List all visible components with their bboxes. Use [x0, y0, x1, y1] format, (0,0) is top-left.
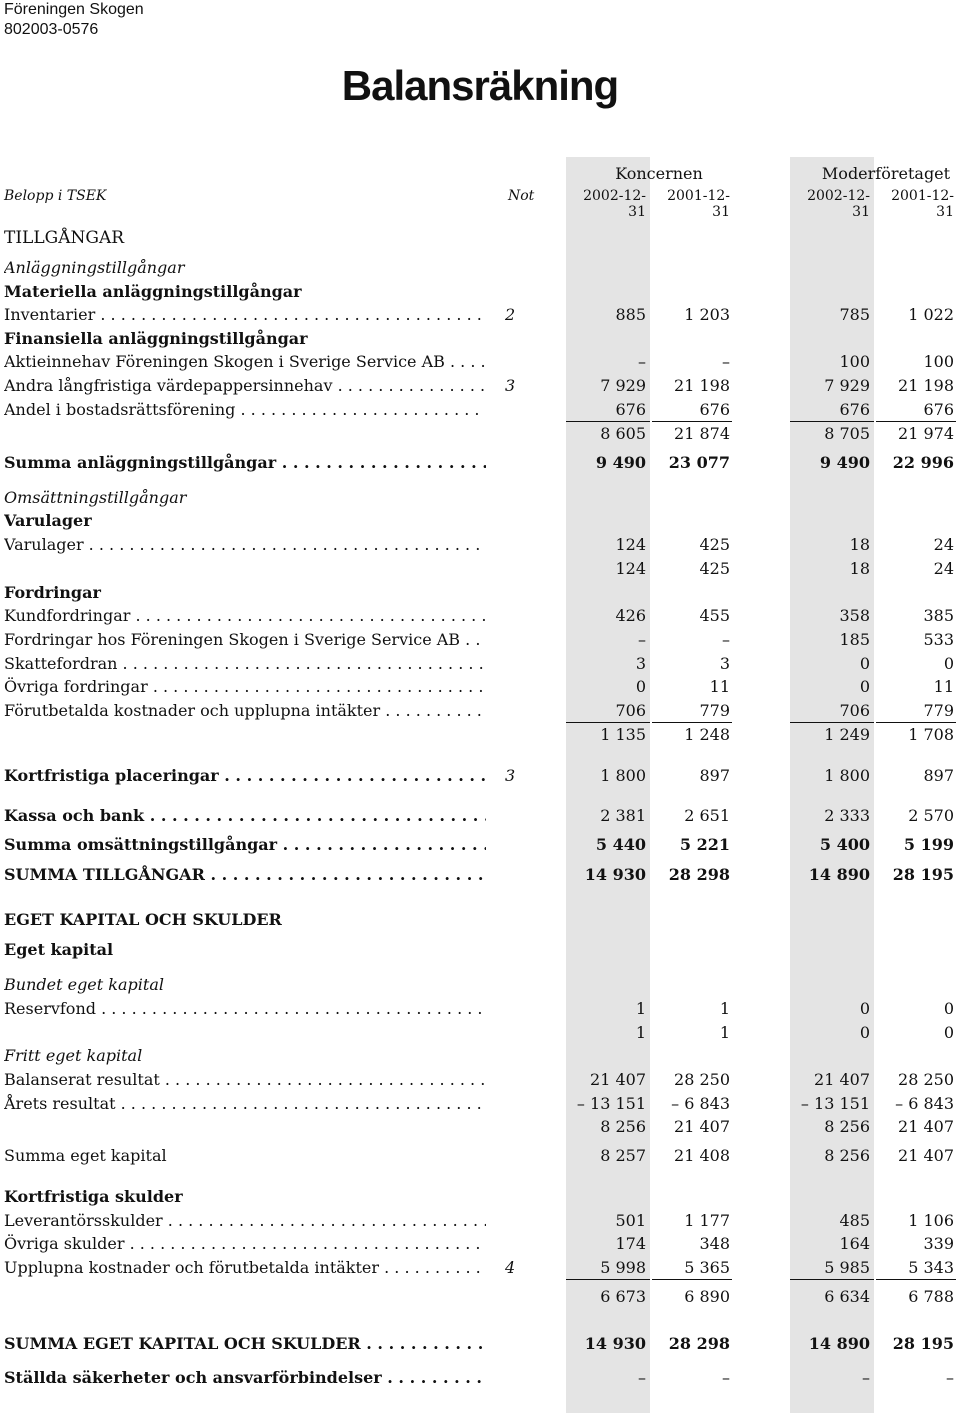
table-row	[0, 351, 960, 373]
row-label: Summa anläggningstillgångar . . .	[4, 452, 486, 474]
value-cell: 1 177	[684, 1211, 730, 1230]
value-cell: 5 998	[600, 1258, 646, 1277]
value-cell: 18	[849, 559, 870, 578]
row-label: Inventarier . . .	[4, 304, 486, 326]
value-cell: 676	[615, 400, 646, 419]
value-cell: 24	[933, 535, 954, 554]
org-number: 802003-0576	[4, 21, 99, 38]
row-label: Fordringar hos Föreningen Skogen i Sverige Service AB . . .	[4, 629, 486, 651]
table-row	[0, 375, 960, 397]
value-cell: 1	[719, 999, 730, 1018]
table-row	[0, 653, 960, 675]
row-label: Kortfristiga skulder	[4, 1187, 183, 1206]
table-row	[0, 328, 960, 350]
value-cell: 8 256	[824, 1146, 870, 1165]
row-label: Omsättningstillgångar	[4, 488, 187, 507]
sum-underline	[876, 1279, 956, 1280]
value-cell: 5 343	[908, 1258, 954, 1277]
row-label: Balanserat resultat . . .	[4, 1069, 486, 1091]
table-row	[0, 1069, 960, 1091]
value-cell: 533	[923, 630, 954, 649]
value-cell: 1 203	[684, 305, 730, 324]
value-cell: –	[722, 630, 730, 649]
value-cell: 174	[615, 1234, 646, 1253]
row-label: Summa eget kapital	[4, 1146, 167, 1165]
value-cell: 1	[635, 1023, 646, 1042]
row-label: Reservfond . . .	[4, 998, 486, 1020]
date-col-1: 2002-12-31	[583, 188, 646, 220]
value-cell: 21 408	[674, 1146, 730, 1165]
value-cell: 1 249	[824, 725, 870, 744]
table-row	[0, 1210, 960, 1232]
value-cell: 9 490	[819, 453, 870, 472]
value-cell: 1 248	[684, 725, 730, 744]
value-cell: 6 890	[684, 1287, 730, 1306]
value-cell: –	[722, 352, 730, 371]
table-row	[0, 487, 960, 509]
row-label: EGET KAPITAL OCH SKULDER	[4, 910, 282, 929]
table-row	[0, 998, 960, 1020]
value-cell: 124	[615, 559, 646, 578]
value-cell: 7 929	[824, 376, 870, 395]
table-row	[0, 605, 960, 627]
sum-underline	[876, 421, 956, 422]
row-label: Andel i bostadsrättsförening . . .	[4, 399, 486, 421]
value-cell: 28 250	[898, 1070, 954, 1089]
table-row	[0, 1116, 960, 1138]
value-cell: 6 673	[600, 1287, 646, 1306]
value-cell: 8 257	[600, 1146, 646, 1165]
value-cell: 8 256	[824, 1117, 870, 1136]
value-cell: 779	[923, 701, 954, 720]
table-row	[0, 1367, 960, 1389]
table-row	[0, 676, 960, 698]
value-cell: 1 708	[908, 725, 954, 744]
value-cell: 100	[839, 352, 870, 371]
table-row	[0, 510, 960, 532]
value-cell: 14 890	[808, 865, 870, 884]
value-cell: 5 221	[679, 835, 730, 854]
value-cell: 7 929	[600, 376, 646, 395]
row-label: Förutbetalda kostnader och upplupna intäkter . . .	[4, 700, 486, 722]
table-row	[0, 423, 960, 445]
value-cell: 358	[839, 606, 870, 625]
value-cell: 0	[943, 999, 954, 1018]
value-cell: 1	[719, 1023, 730, 1042]
value-cell: – 6 843	[895, 1094, 954, 1113]
value-cell: 21 974	[898, 424, 954, 443]
value-cell: 28 298	[668, 1334, 730, 1353]
page-title: Balansräkning	[341, 62, 619, 109]
value-cell: 8 705	[824, 424, 870, 443]
value-cell: 501	[615, 1211, 646, 1230]
row-label: Kassa och bank . . .	[4, 805, 486, 827]
sum-underline	[566, 421, 650, 422]
value-cell: 24	[933, 559, 954, 578]
value-cell: 124	[615, 535, 646, 554]
value-cell: 8 256	[600, 1117, 646, 1136]
row-label: Bundet eget kapital	[4, 975, 164, 994]
value-cell: 706	[615, 701, 646, 720]
table-row	[0, 765, 960, 787]
value-cell: 14 930	[584, 1334, 646, 1353]
value-cell: 5 365	[684, 1258, 730, 1277]
value-cell: 785	[839, 305, 870, 324]
table-row	[0, 805, 960, 827]
value-cell: 11	[933, 677, 954, 696]
row-label: Upplupna kostnader och förutbetalda intäkter . . .	[4, 1257, 486, 1279]
value-cell: 8 605	[600, 424, 646, 443]
value-cell: 21 407	[814, 1070, 870, 1089]
value-cell: 676	[839, 400, 870, 419]
value-cell: –	[638, 1368, 646, 1387]
value-cell: –	[638, 352, 646, 371]
value-cell: 28 195	[892, 1334, 954, 1353]
value-cell: 14 930	[584, 865, 646, 884]
note-ref: 3	[505, 376, 516, 395]
note-ref: 3	[505, 766, 516, 785]
value-cell: 0	[943, 1023, 954, 1042]
value-cell: 425	[699, 535, 730, 554]
date-col-2: 2001-12-31	[667, 188, 730, 220]
value-cell: 2 333	[824, 806, 870, 825]
row-label: TILLGÅNGAR	[4, 228, 125, 248]
value-cell: 5 199	[903, 835, 954, 854]
value-cell: 3	[635, 654, 646, 673]
table-row	[0, 1093, 960, 1115]
table-row	[0, 281, 960, 303]
value-cell: 897	[699, 766, 730, 785]
row-label: Fordringar	[4, 583, 101, 602]
value-cell: 0	[943, 654, 954, 673]
value-cell: 164	[839, 1234, 870, 1253]
value-cell: 23 077	[668, 453, 730, 472]
value-cell: 2 381	[600, 806, 646, 825]
row-label: Ställda säkerheter och ansvarförbindelser . . .	[4, 1367, 486, 1389]
row-label: Varulager . . .	[4, 534, 486, 556]
value-cell: 185	[839, 630, 870, 649]
value-cell: 0	[859, 677, 870, 696]
row-label: Finansiella anläggningstillgångar	[4, 329, 308, 348]
table-row	[0, 1257, 960, 1279]
row-label: SUMMA TILLGÅNGAR . . .	[4, 864, 486, 886]
row-label: Kortfristiga placeringar . . .	[4, 765, 486, 787]
table-row	[0, 534, 960, 556]
date-col-3: 2002-12-31	[807, 188, 870, 220]
sum-underline	[790, 722, 874, 723]
value-cell: 2 651	[684, 806, 730, 825]
row-label: Skattefordran . . .	[4, 653, 486, 675]
date-col-4: 2001-12-31	[891, 188, 954, 220]
row-label: Aktieinnehav Föreningen Skogen i Sverige Service AB . . .	[4, 351, 486, 373]
row-label: SUMMA EGET KAPITAL OCH SKULDER . . .	[4, 1333, 486, 1355]
value-cell: 706	[839, 701, 870, 720]
value-cell: 21 198	[674, 376, 730, 395]
value-cell: –	[638, 630, 646, 649]
value-cell: 3	[719, 654, 730, 673]
value-cell: 21 407	[674, 1117, 730, 1136]
group-koncern: Koncernen	[615, 164, 703, 183]
table-row	[0, 399, 960, 421]
table-row	[0, 974, 960, 996]
sum-underline	[652, 722, 732, 723]
row-label: Övriga skulder . . .	[4, 1233, 486, 1255]
value-cell: 5 440	[595, 835, 646, 854]
table-row	[0, 1233, 960, 1255]
value-cell: 5 400	[819, 835, 870, 854]
org-header	[4, 0, 144, 40]
table-row	[0, 864, 960, 886]
value-cell: 348	[699, 1234, 730, 1253]
value-cell: 0	[635, 677, 646, 696]
sum-underline	[652, 1279, 732, 1280]
table-row	[0, 909, 960, 931]
table-row	[0, 1186, 960, 1208]
sum-underline	[652, 421, 732, 422]
table-row	[0, 452, 960, 474]
row-label: Andra långfristiga värdepappersinnehav . . .	[4, 375, 486, 397]
value-cell: 28 195	[892, 865, 954, 884]
note-ref: 2	[505, 305, 516, 324]
value-cell: 28 250	[674, 1070, 730, 1089]
sum-underline	[790, 421, 874, 422]
row-label: Kundfordringar . . .	[4, 605, 486, 627]
value-cell: –	[946, 1368, 954, 1387]
row-label: Varulager	[4, 511, 92, 530]
value-cell: 0	[859, 1023, 870, 1042]
table-row	[0, 582, 960, 604]
value-cell: 14 890	[808, 1334, 870, 1353]
value-cell: 1 800	[600, 766, 646, 785]
value-cell: 6 634	[824, 1287, 870, 1306]
value-cell: 885	[615, 305, 646, 324]
value-cell: 455	[699, 606, 730, 625]
value-cell: 5 985	[824, 1258, 870, 1277]
table-row	[0, 1022, 960, 1044]
sum-underline	[876, 722, 956, 723]
value-cell: – 13 151	[800, 1094, 870, 1113]
group-moder: Moderföretaget	[821, 164, 951, 183]
value-cell: 426	[615, 606, 646, 625]
sum-underline	[566, 722, 650, 723]
value-cell: 1 022	[908, 305, 954, 324]
value-cell: 897	[923, 766, 954, 785]
value-cell: 1 800	[824, 766, 870, 785]
value-cell: 339	[923, 1234, 954, 1253]
value-cell: 676	[923, 400, 954, 419]
value-cell: 11	[709, 677, 730, 696]
sum-underline	[790, 1279, 874, 1280]
table-row	[0, 700, 960, 722]
value-cell: 6 788	[908, 1287, 954, 1306]
table-row	[0, 1333, 960, 1355]
value-cell: 485	[839, 1211, 870, 1230]
sum-underline	[566, 1279, 650, 1280]
value-cell: 676	[699, 400, 730, 419]
value-cell: 2 570	[908, 806, 954, 825]
row-label: Leverantörsskulder . . .	[4, 1210, 486, 1232]
value-cell: 21 198	[898, 376, 954, 395]
table-row	[0, 1045, 960, 1067]
value-cell: 0	[859, 999, 870, 1018]
value-cell: 21 407	[898, 1117, 954, 1136]
value-cell: 28 298	[668, 865, 730, 884]
table-row	[0, 939, 960, 961]
table-row	[0, 227, 960, 249]
value-cell: 21 407	[898, 1146, 954, 1165]
value-cell: 18	[849, 535, 870, 554]
value-cell: 21 407	[590, 1070, 646, 1089]
value-cell: 425	[699, 559, 730, 578]
note-ref: 4	[505, 1258, 516, 1277]
table-row	[0, 1286, 960, 1308]
row-label: Materiella anläggningstillgångar	[4, 282, 302, 301]
unit-label: Belopp i TSEK	[4, 188, 107, 204]
value-cell: –	[722, 1368, 730, 1387]
table-row	[0, 724, 960, 746]
table-row	[0, 558, 960, 580]
value-cell: 22 996	[892, 453, 954, 472]
value-cell: 9 490	[595, 453, 646, 472]
org-name: Föreningen Skogen	[4, 1, 144, 18]
value-cell: – 6 843	[671, 1094, 730, 1113]
row-label: Övriga fordringar . . .	[4, 676, 486, 698]
row-label: Eget kapital	[4, 940, 114, 959]
row-label: Fritt eget kapital	[4, 1046, 143, 1065]
row-label: Summa omsättningstillgångar . . .	[4, 834, 486, 856]
table-row	[0, 629, 960, 651]
value-cell: –	[862, 1368, 870, 1387]
value-cell: 0	[859, 654, 870, 673]
table-row	[0, 1145, 960, 1167]
table-row	[0, 257, 960, 279]
value-cell: 385	[923, 606, 954, 625]
value-cell: 1 106	[908, 1211, 954, 1230]
value-cell: 779	[699, 701, 730, 720]
value-cell: 100	[923, 352, 954, 371]
value-cell: 1 135	[600, 725, 646, 744]
value-cell: – 13 151	[576, 1094, 646, 1113]
table-row	[0, 304, 960, 326]
value-cell: 21 874	[674, 424, 730, 443]
table-row	[0, 834, 960, 856]
value-cell: 1	[635, 999, 646, 1018]
row-label: Årets resultat . . .	[4, 1093, 486, 1115]
note-header: Not	[508, 188, 535, 204]
row-label: Anläggningstillgångar	[4, 258, 185, 277]
